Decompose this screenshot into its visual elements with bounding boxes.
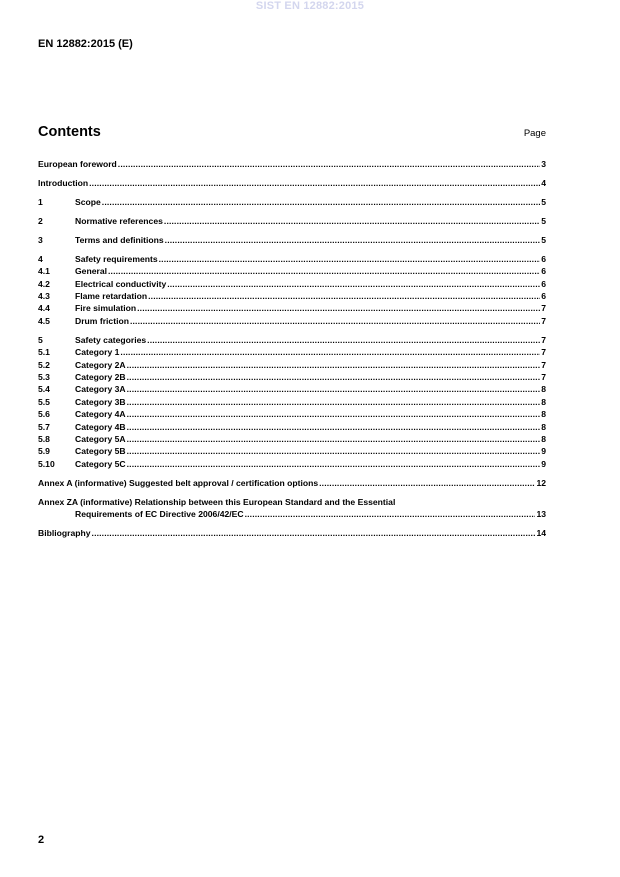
toc-entry[interactable] [38,290,546,302]
toc-entry-page: 7 [541,303,546,314]
toc-entry[interactable] [38,253,546,265]
toc-entry-page: 8 [541,384,546,395]
toc-entry-number: 5.1 [38,347,50,358]
toc-entry-title: Safety requirements [75,253,158,264]
toc-entry-number: 5.10 [38,458,55,469]
toc-entry-annex-za[interactable] [38,496,546,521]
toc-entry-page: 5 [541,234,546,245]
toc-entry-page: 13 [536,509,546,520]
toc-entry[interactable] [38,177,546,189]
toc-entry-title: Terms and definitions [75,234,164,245]
toc-leader-dots [127,396,541,408]
toc-leader-dots [147,334,540,346]
toc-entry-page: 8 [541,421,546,432]
toc-leader-dots [127,383,541,395]
toc-entry-title: Drum friction [75,315,129,326]
toc-entry-page: 7 [541,359,546,370]
toc-entry-title: Category 4A [75,409,126,420]
toc-entry-number: 4.1 [38,266,50,277]
page-number: 2 [38,834,45,846]
toc-entry-title-line2: Requirements of EC Directive 2006/42/EC [75,509,244,520]
toc-entries [38,158,546,470]
toc-entry-title: Category 5B [75,446,126,457]
toc-entry-title: European foreword [38,159,117,169]
toc-entry-title: Category 3A [75,384,126,395]
toc-leader-dots [118,158,540,170]
toc-entry-page: 4 [541,177,546,188]
toc-entry[interactable] [38,421,546,433]
toc-entry-number: 5.8 [38,433,50,444]
toc-leader-dots [92,527,536,539]
toc-entry-page: 6 [541,291,546,302]
toc-entry[interactable] [38,265,546,277]
toc-entry-number: 4.4 [38,303,50,314]
toc-entry-number: 2 [38,215,43,226]
toc-entry-title: Annex ZA (informative) Relationship between this European Standard and the Essential [38,496,396,507]
toc-leader-dots [130,315,540,327]
toc-leader-dots [120,346,540,358]
document-identifier: EN 12882:2015 (E) [38,38,133,50]
toc-entry[interactable] [38,445,546,457]
toc-leader-dots [127,458,541,470]
toc-entry-page: 5 [541,215,546,226]
toc-entry-page: 6 [541,278,546,289]
toc-entry[interactable] [38,334,546,346]
toc-entry-title: Category 2B [75,372,126,383]
toc-leader-dots [164,215,540,227]
toc-leader-dots [127,359,541,371]
toc-entry-number: 5 [38,334,43,345]
toc-entry-page: 8 [541,396,546,407]
toc-entry[interactable] [38,371,546,383]
toc-entry[interactable] [38,215,546,227]
page-column-label: Page [523,128,546,139]
contents-heading: Contents [38,124,101,140]
toc-entry-title: Scope [75,196,101,207]
toc-leader-dots [127,433,541,445]
toc-entry-number: 5.4 [38,384,50,395]
toc-entry-page: 6 [541,253,546,264]
toc-entry-page: 8 [541,433,546,444]
toc-leader-dots [148,290,540,302]
toc-entry-number: 4.5 [38,315,50,326]
toc-entry-number: 5.9 [38,446,50,457]
toc-entry-page: 8 [541,409,546,420]
toc-entry[interactable] [38,196,546,208]
toc-entry-title: Normative references [75,215,163,226]
toc-entry-bibliography[interactable] [38,527,546,539]
toc-entry-number: 4.3 [38,291,50,302]
toc-leader-dots [137,302,540,314]
toc-leader-dots [89,177,540,189]
toc-entry-title: Annex A (informative) Suggested belt approval / certification options [38,477,319,488]
toc-entry-title: Bibliography [38,528,91,539]
toc-entry-page: 7 [541,372,546,383]
toc-entry-page: 9 [541,446,546,457]
toc-leader-dots [127,408,541,420]
toc-entry-page: 7 [541,315,546,326]
toc-entry-number: 5.6 [38,409,50,420]
toc-leader-dots [319,477,535,489]
toc-entry[interactable] [38,315,546,327]
toc-entry-title: Category 2A [75,359,126,370]
toc-entry[interactable] [38,359,546,371]
toc-entry-number: 5.3 [38,372,50,383]
toc-entry-title: Category 3B [75,396,126,407]
toc-entry-title: Fire simulation [75,303,137,314]
toc-entry-page: 3 [541,159,546,169]
toc-entry-page: 7 [541,347,546,358]
toc-entry-number: 3 [38,234,43,245]
toc-entry-page: 12 [536,477,546,488]
toc-entry-title: Introduction [38,177,89,188]
toc-entry[interactable] [38,346,546,358]
toc-entry-title: Category 5C [75,458,126,469]
toc-entry-title: Electrical conductivity [75,278,167,289]
toc-entry-number: 4.2 [38,278,50,289]
toc-entry-page: 5 [541,196,546,207]
toc-entry[interactable] [38,433,546,445]
toc-entry-title-continued [38,508,546,520]
toc-entry[interactable] [38,234,546,246]
toc-entry-number: 4 [38,253,43,264]
toc-entry[interactable] [38,278,546,290]
toc-entry[interactable] [38,383,546,395]
toc-leader-dots [165,234,541,246]
toc-entry-title: Safety categories [75,334,147,345]
toc-leader-dots [102,196,540,208]
toc-entry-title: Category 1 [75,347,120,358]
toc-leader-dots [167,278,540,290]
toc-leader-dots [127,445,541,457]
table-of-contents [38,158,546,540]
toc-entry-number: 5.7 [38,421,50,432]
toc-entry-title: Flame retardation [75,291,148,302]
toc-leader-dots [245,508,536,520]
toc-entry-page: 9 [541,458,546,469]
toc-leader-dots [127,421,541,433]
toc-entry-number: 5.5 [38,396,50,407]
toc-entry-number: 1 [38,196,43,207]
toc-entry[interactable] [38,458,546,470]
toc-leader-dots [108,265,540,277]
toc-entry[interactable] [38,408,546,420]
toc-entry-page: 7 [541,334,546,345]
toc-leader-dots [159,253,541,265]
toc-entry[interactable] [38,302,546,314]
toc-entry[interactable] [38,158,546,170]
toc-entry-page: 14 [536,528,546,539]
toc-entry-title: General [75,266,108,277]
watermark: SIST EN 12882:2015 [255,0,365,12]
toc-entry-annex-a[interactable] [38,477,546,489]
toc-entry-number: 5.2 [38,359,50,370]
toc-entry-title: Category 4B [75,421,126,432]
toc-entry-title: Category 5A [75,433,126,444]
toc-entry[interactable] [38,396,546,408]
toc-entry-page: 6 [541,266,546,277]
toc-leader-dots [127,371,541,383]
